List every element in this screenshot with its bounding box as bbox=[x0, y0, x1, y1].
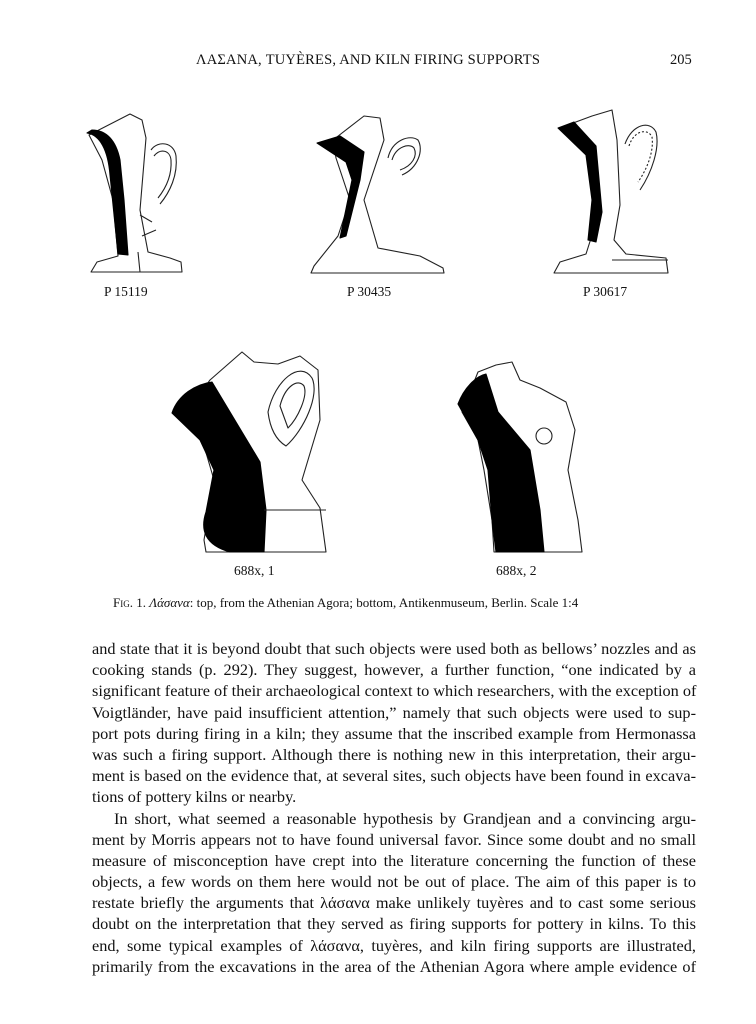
figure-label-p30617: P 30617 bbox=[583, 284, 628, 299]
text-line: objects, a few words on them here would not be out of place. The aim of this paper is to bbox=[92, 872, 696, 892]
text-line: ment is based on the evidence that, at several sites, such objects have been found in excava- bbox=[92, 766, 696, 786]
figure-number: Fig. 1. bbox=[113, 595, 146, 610]
vessel-drawing-688x-1 bbox=[172, 352, 326, 552]
figure-label-p30435: P 30435 bbox=[347, 284, 392, 299]
vessel-drawing-p30435 bbox=[311, 116, 444, 273]
paragraph-2 bbox=[92, 808, 696, 978]
caption-text: : top, from the Athenian Agora; bottom, Antikenmuseum, Berlin. Scale 1:4 bbox=[189, 595, 579, 610]
text-line: In short, what seemed a reasonable hypothesis by Grandjean and a convincing argu- bbox=[114, 808, 696, 828]
figure-label-p15119: P 15119 bbox=[104, 284, 148, 299]
figure-caption bbox=[113, 595, 578, 611]
text-line: port pots during firing in a kiln; they assume that the inscribed example from Hermonassa bbox=[92, 723, 696, 743]
text-line: measure of misconception have crept into the literature concerning the function of these bbox=[92, 850, 696, 870]
text-line: Voigtländer, have paid insufficient attention,” namely that such objects were used to sup- bbox=[92, 702, 696, 722]
text-line: doubt on the interpretation that they served as firing supports for pottery in kilns. To this bbox=[92, 914, 696, 934]
text-line: ment by Morris appears not to have found universal favor. Since some doubt and no small bbox=[92, 829, 696, 849]
text-line: cooking stands (p. 292). They suggest, however, a further function, “one indicated by a bbox=[92, 660, 696, 680]
running-title: ΛΑΣΑΝΑ, TUYÈRES, AND KILN FIRING SUPPORTS bbox=[196, 52, 541, 68]
caption-greek-term: Λάσανα bbox=[149, 595, 190, 610]
page-number: 205 bbox=[670, 52, 692, 68]
text-line: restate briefly the arguments that λάσανα make unlikely tuyères and to cast some serious bbox=[92, 893, 696, 913]
vessel-drawing-p15119 bbox=[87, 114, 182, 272]
text-line: and state that it is beyond doubt that such objects were used both as bellows’ nozzles and as bbox=[92, 639, 696, 658]
figure-label-688x-2: 688x, 2 bbox=[496, 563, 537, 578]
body-text bbox=[92, 638, 696, 977]
text-line: primarily from the excavations in the area of the Athenian Agora where ample evidence of bbox=[92, 956, 696, 976]
text-line: tions of pottery kilns or nearby. bbox=[92, 787, 297, 807]
figure-label-688x-1: 688x, 1 bbox=[234, 563, 275, 578]
text-line: end, some typical examples of λάσανα, tuyères, and kiln firing supports are illustrated, bbox=[92, 935, 696, 955]
vessel-drawing-p30617 bbox=[554, 110, 668, 273]
vessel-drawing-688x-2 bbox=[458, 362, 582, 552]
text-line: significant feature of their archaeological context to which researchers, with the exception of bbox=[92, 681, 697, 701]
paragraph-1 bbox=[92, 638, 696, 808]
text-line: was such a firing support. Although there is nothing new in this interpretation, their argu- bbox=[92, 744, 696, 764]
